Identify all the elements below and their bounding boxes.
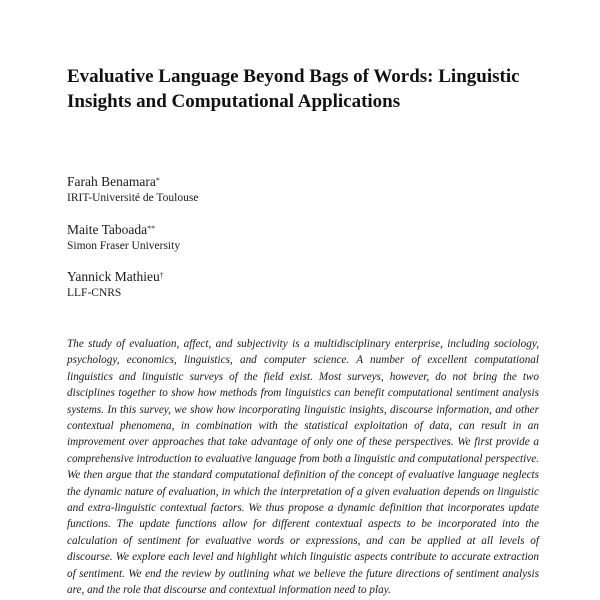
author-block — [67, 221, 367, 254]
author-mark: * — [155, 176, 160, 185]
author-affiliation: LLF-CNRS — [67, 287, 122, 299]
paper-title: Evaluative Language Beyond Bags of Words: Linguistic Insights and Computational Applications — [67, 66, 520, 112]
author-mark: ** — [147, 224, 156, 233]
author-name: Yannick Mathieu† — [67, 269, 164, 284]
author-block — [67, 173, 367, 206]
author-affiliation: IRIT-Université de Toulouse — [67, 192, 199, 204]
author-block — [67, 268, 367, 301]
author-affiliation: Simon Fraser University — [67, 240, 181, 252]
author-name: Farah Benamara* — [67, 174, 160, 189]
author-name: Maite Taboada** — [67, 222, 156, 237]
abstract-text: The study of evaluation, affect, and subjectivity is a multidisciplinary enterprise, including sociology, psychology, economics, linguistics, and computer science. A number of excellent computational linguistics and linguistic surveys of the field exist. Most surveys, however, do not bring the two disciplines together to show how methods from linguistics can benefit computational sentiment analysis systems. In this survey, we show how incorporating linguistic insights, discourse information, and other contextual phenomena, in combination with the statistical exploitation of data, can result in an improvement over approaches that take advantage of only one of these perspectives. We first provide a comprehensive introduction to evaluative language from both a linguistic and computational perspective. We then argue that the standard computational definition of the concept of evaluative language neglects the dynamic nature of evaluation, in which the interpretation of a given evaluation depends on linguistic and extra-linguistic contextual factors. We thus propose a dynamic definition that incorporates update functions. The update functions allow for different contextual aspects to be incorporated into the calculation of sentiment for evaluative words or expressions, and can be applied at all levels of discourse. We explore each level and highlight which linguistic aspects contribute to accurate extraction of sentiment. We end the review by outlining what we believe the future directions of sentiment analysis are, and the role that discourse and contextual information need to play. — [67, 338, 539, 597]
author-mark: † — [159, 271, 164, 280]
